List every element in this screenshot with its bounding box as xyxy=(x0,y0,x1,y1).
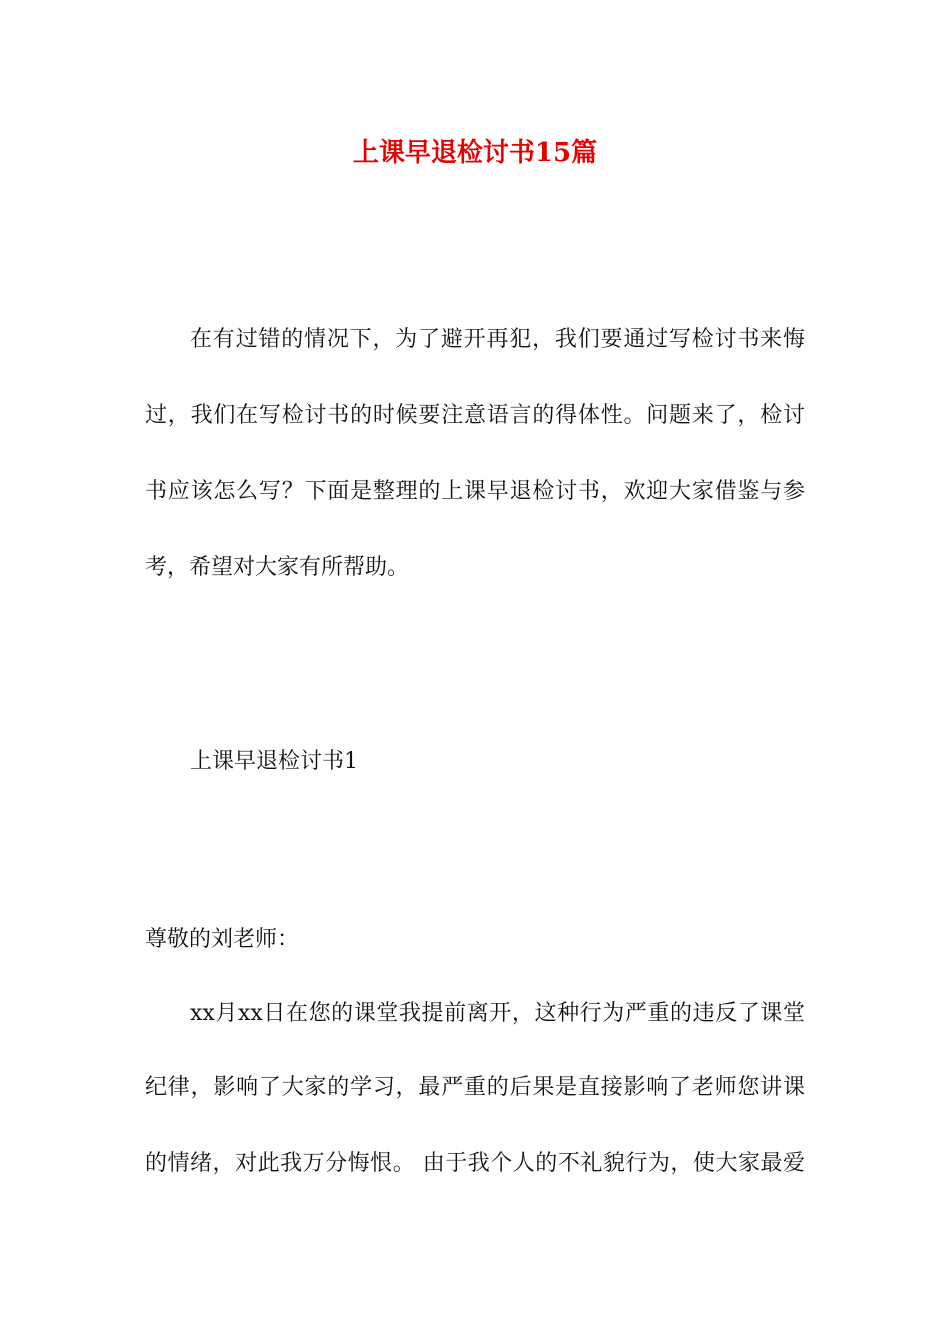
intro-line-4: 考，希望对大家有所帮助。 xyxy=(145,555,410,580)
body-line-3: 的情绪，对此我万分悔恨。 由于我个人的不礼貌行为，使大家最爱 xyxy=(145,1151,805,1176)
document-title: 上课早退检讨书15篇 xyxy=(352,138,598,168)
intro-line-2: 过，我们在写检讨书的时候要注意语言的得体性。问题来了，检讨 xyxy=(145,403,805,428)
body-line-2: 纪律，影响了大家的学习，最严重的后果是直接影响了老师您讲课 xyxy=(145,1075,805,1100)
intro-line-3: 书应该怎么写？下面是整理的上课早退检讨书，欢迎大家借鉴与参 xyxy=(145,479,805,504)
salutation: 尊敬的刘老师： xyxy=(145,927,300,952)
body-line-1: xx月xx日在您的课堂我提前离开，这种行为严重的违反了课堂 xyxy=(190,1001,805,1026)
intro-line-1: 在有过错的情况下，为了避开再犯，我们要通过写检讨书来悔 xyxy=(190,327,805,352)
section-heading: 上课早退检讨书1 xyxy=(190,749,358,774)
